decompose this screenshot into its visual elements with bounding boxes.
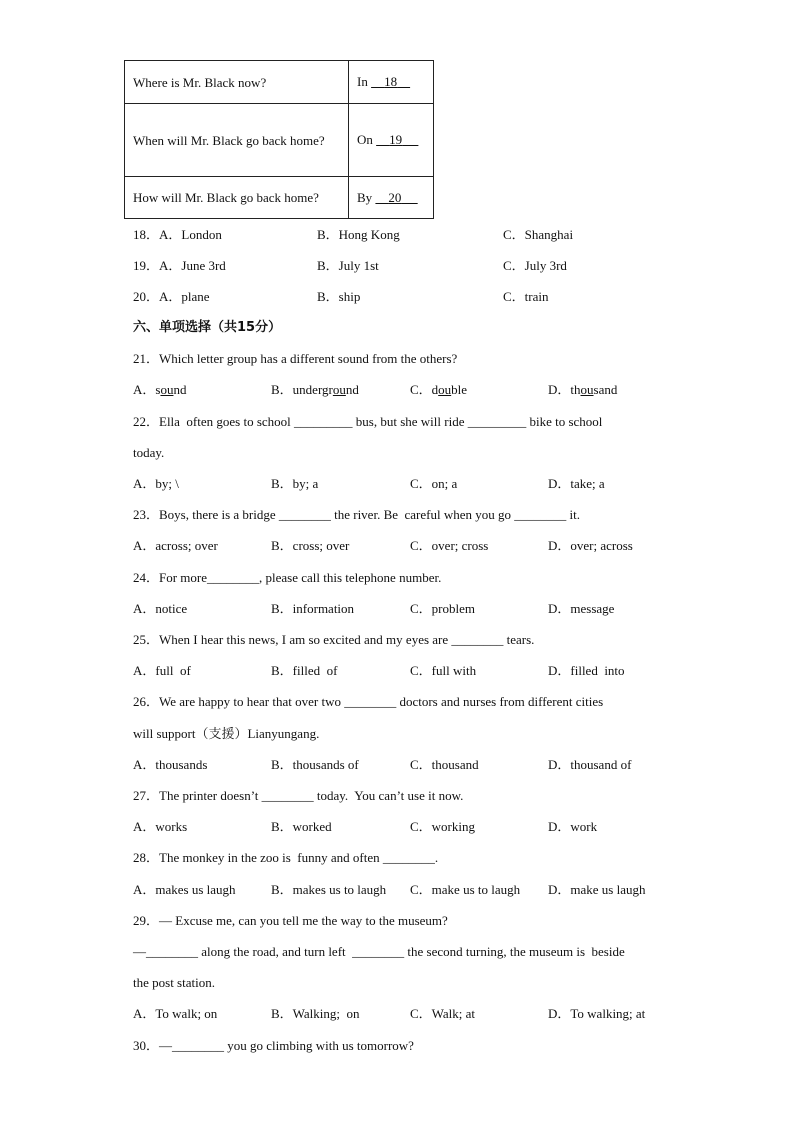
- option-b: B．cross; over: [271, 538, 350, 553]
- question-number: 20．: [133, 289, 160, 304]
- question-21-stem: 21．Which letter group has a different sound from the others?: [133, 351, 458, 366]
- option-c: C．Shanghai: [503, 227, 574, 242]
- option-c: C．over; cross: [410, 538, 489, 553]
- question-25-stem: 25．When I hear this news, I am so excited and my eyes are ________ tears.: [133, 632, 535, 647]
- option-b: B．worked: [271, 819, 332, 834]
- answer-blank: [371, 74, 410, 89]
- option-a: A．full of: [133, 663, 191, 678]
- option-d: D．over; across: [548, 538, 633, 553]
- table-row: [125, 61, 434, 104]
- table-answer: [349, 177, 434, 219]
- option-b: B．Walking; on: [271, 1006, 360, 1021]
- table-question: How will Mr. Black go back home?: [125, 177, 349, 219]
- question-28-stem: 28．The monkey in the zoo is funny and often ________.: [133, 850, 439, 865]
- question-23-stem: 23．Boys, there is a bridge ________ the river. Be careful when you go ________ it.: [133, 507, 580, 522]
- question-18: [133, 226, 222, 244]
- question-30-stem: 30．—________ you go climbing with us tomorrow?: [133, 1038, 414, 1053]
- option-a: A．by; \: [133, 476, 179, 491]
- option-b: B．information: [271, 601, 355, 616]
- option-d: D．filled into: [548, 663, 625, 678]
- option-d: D．take; a: [548, 476, 605, 491]
- option-a: A．works: [133, 819, 188, 834]
- blank-number: 20: [388, 189, 402, 205]
- blank-number: 18: [384, 74, 398, 89]
- table-question: Where is Mr. Black now?: [125, 61, 349, 104]
- option-d: D．thousand of: [548, 757, 632, 772]
- option-c: C．Walk; at: [410, 1006, 476, 1021]
- option-c: C．thousand: [410, 757, 479, 772]
- question-number: 18．: [133, 227, 160, 242]
- option-c: C．make us to laugh: [410, 882, 521, 897]
- answer-prefix: By: [357, 189, 373, 205]
- option-b: B．makes us to laugh: [271, 882, 387, 897]
- option-a: A．notice: [133, 601, 188, 616]
- answer-prefix: On: [357, 132, 373, 147]
- question-26-stem-cont: will support（支援）Lianyungang.: [133, 726, 320, 741]
- option-c: C．on; a: [410, 476, 458, 491]
- question-27-stem: 27．The printer doesn’t ________ today. You can’t use it now.: [133, 788, 464, 803]
- question-20: [133, 288, 210, 306]
- table-row: [125, 104, 434, 177]
- question-number: 19．: [133, 258, 160, 273]
- option-b: B．underground: [271, 382, 359, 397]
- option-c: C．train: [503, 289, 549, 304]
- table-answer: [349, 61, 434, 104]
- option-a: A．plane: [159, 289, 210, 304]
- option-b: B．ship: [317, 289, 361, 304]
- option-a: A．To walk; on: [133, 1006, 218, 1021]
- question-19: [133, 257, 226, 275]
- option-a: A．makes us laugh: [133, 882, 236, 897]
- question-29-stem: 29．— Excuse me, can you tell me the way to the museum?: [133, 913, 448, 928]
- option-b: B．Hong Kong: [317, 227, 400, 242]
- question-26-stem: 26．We are happy to hear that over two ________ doctors and nurses from different cities: [133, 694, 604, 709]
- question-29-stem-cont: the post station.: [133, 975, 215, 990]
- question-29-stem-cont: —________ along the road, and turn left ________ the second turning, the museum is beside: [133, 944, 625, 959]
- question-22-stem: 22．Ella often goes to school _________ bus, but she will ride _________ bike to school: [133, 414, 603, 429]
- option-c: C．full with: [410, 663, 477, 678]
- option-d: D．work: [548, 819, 598, 834]
- option-d: D．make us laugh: [548, 882, 646, 897]
- answer-prefix: In: [357, 74, 368, 89]
- option-c: C．working: [410, 819, 476, 834]
- answer-blank: [376, 132, 418, 147]
- option-a: A．across; over: [133, 538, 218, 553]
- option-b: B．by; a: [271, 476, 319, 491]
- option-a: A．thousands: [133, 757, 208, 772]
- answer-blank: [375, 190, 417, 205]
- table-row: [125, 177, 434, 219]
- option-a: A．sound: [133, 382, 187, 397]
- option-d: D．thousand: [548, 382, 618, 397]
- question-22-stem-cont: today.: [133, 445, 165, 460]
- table-answer: [349, 104, 434, 177]
- option-d: D．message: [548, 601, 615, 616]
- question-24-stem: 24．For more________, please call this telephone number.: [133, 570, 442, 585]
- option-b: B．filled of: [271, 663, 338, 678]
- option-a: A．June 3rd: [159, 258, 226, 273]
- section-heading: 六、单项选择（共15分）: [133, 320, 282, 335]
- option-a: A．London: [159, 227, 222, 242]
- option-c: C．double: [410, 382, 468, 397]
- blank-number: 19: [389, 132, 403, 147]
- option-c: C．July 3rd: [503, 258, 567, 273]
- option-c: C．problem: [410, 601, 475, 616]
- option-b: B．July 1st: [317, 258, 379, 273]
- info-table: [124, 60, 434, 219]
- table-question: When will Mr. Black go back home?: [125, 104, 349, 177]
- option-d: D．To walking; at: [548, 1006, 646, 1021]
- option-b: B．thousands of: [271, 757, 359, 772]
